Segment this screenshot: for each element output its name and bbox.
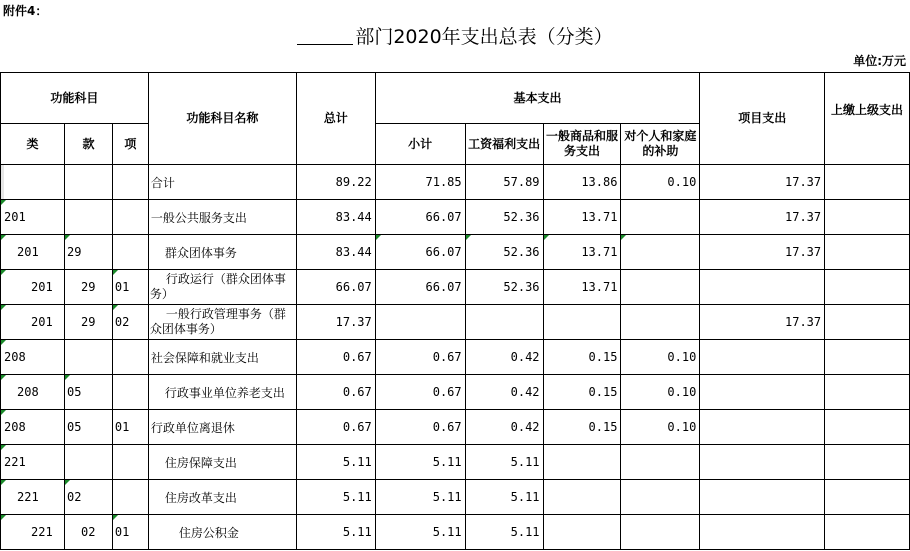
cell-name[interactable] [148,165,296,200]
cell-subtotal[interactable] [375,340,465,375]
cell-project[interactable] [700,375,825,410]
cell-total[interactable] [296,200,375,235]
cell-name-text: 住房改革支出 [164,490,237,505]
cell-total[interactable] [296,165,375,200]
cell-lei-text: 221 [17,490,39,504]
cell-wages[interactable] [465,305,543,340]
comment-marker-icon [65,480,70,485]
cell-goods-text: 13.71 [581,245,618,259]
cell-goods[interactable] [543,480,621,515]
cell-subtotal[interactable] [375,305,465,340]
cell-wages[interactable] [465,340,543,375]
cell-goods[interactable] [543,445,621,480]
cell-goods-text: 0.15 [588,420,618,434]
cell-project[interactable] [700,445,825,480]
table-row [1,235,910,270]
header-individual: 对个人和家庭的补助 [621,124,700,165]
cell-lei-text: 208 [17,385,39,399]
cell-wages[interactable] [465,445,543,480]
cell-subtotal-text: 5.11 [432,525,462,539]
cell-lei-text: 221 [31,525,53,539]
table-row [1,410,910,445]
cell-kuan[interactable] [64,200,112,235]
cell-lei-text: 208 [4,420,26,434]
cell-subtotal[interactable] [375,515,465,550]
cell-upper[interactable] [825,165,910,200]
cell-lei-text: 201 [31,315,53,329]
cell-individual[interactable] [621,305,700,340]
cell-wages[interactable] [465,165,543,200]
cell-subtotal[interactable] [375,375,465,410]
cell-subtotal-text: 0.67 [432,420,462,434]
cell-xiang[interactable] [112,305,148,340]
cell-goods-text: 0.15 [588,350,618,364]
comment-marker-icon [1,410,6,415]
cell-name[interactable] [148,340,296,375]
header-subtotal: 小计 [375,124,465,165]
comment-marker-icon [113,515,118,520]
cell-subtotal[interactable] [375,270,465,305]
cell-individual[interactable] [621,270,700,305]
cell-subtotal-text: 66.07 [425,280,462,294]
cell-total[interactable] [296,305,375,340]
cell-individual[interactable] [621,200,700,235]
cell-wages-text: 57.89 [503,175,540,189]
cell-name-text: 住房保障支出 [164,455,237,470]
cell-subtotal-text: 5.11 [432,490,462,504]
cell-individual[interactable] [621,165,700,200]
cell-total-text: 5.11 [342,455,372,469]
cell-total-text: 0.67 [342,420,372,434]
comment-marker-icon [1,340,6,345]
cell-goods[interactable] [543,305,621,340]
cell-subtotal[interactable] [375,200,465,235]
comment-marker-icon [113,305,118,310]
cell-kuan-text: 29 [80,315,96,329]
cell-lei-text: 201 [17,245,39,259]
cell-upper[interactable] [825,410,910,445]
header-project: 项目支出 [700,73,825,165]
cell-total-text: 0.67 [342,385,372,399]
cell-upper[interactable] [825,200,910,235]
cell-individual-text: 0.10 [667,385,697,399]
cell-project[interactable] [700,235,825,270]
cell-goods[interactable] [543,235,621,270]
table-row [1,340,910,375]
table-row [1,480,910,515]
comment-marker-icon [1,515,6,520]
expenditure-table [0,72,910,550]
cell-subtotal-text: 5.11 [432,455,462,469]
comment-marker-icon [1,270,6,275]
comment-marker-icon [544,235,549,240]
cell-xiang[interactable] [112,340,148,375]
cell-subtotal-text: 0.67 [432,385,462,399]
cell-lei[interactable] [1,410,65,445]
cell-xiang-text: 02 [114,315,130,329]
cell-kuan[interactable] [64,305,112,340]
cell-lei[interactable] [1,200,65,235]
cell-project-text: 17.37 [785,175,822,189]
cell-kuan[interactable] [64,480,112,515]
cell-xiang[interactable] [112,515,148,550]
cell-project-text: 17.37 [785,315,822,329]
cell-wages-text: 0.42 [510,420,540,434]
cell-subtotal-text: 71.85 [425,175,462,189]
cell-individual-text: 0.10 [667,420,697,434]
cell-name-text: 群众团体事务 [164,245,237,260]
comment-marker-icon [1,200,6,205]
table-row [1,200,910,235]
cell-kuan[interactable] [64,375,112,410]
cell-name[interactable] [148,480,296,515]
cell-subtotal-text: 0.67 [432,350,462,364]
cell-kuan-text: 02 [66,490,82,504]
cell-name[interactable] [148,515,296,550]
cell-name[interactable] [148,410,296,445]
comment-marker-icon [1,305,6,310]
cell-goods[interactable] [543,340,621,375]
cell-individual-text: 0.10 [667,175,697,189]
table-row [1,165,910,200]
unit-label: 单位:万元 [853,54,906,68]
cell-name[interactable] [148,270,296,305]
cell-project[interactable] [700,305,825,340]
cell-xiang[interactable] [112,235,148,270]
cell-total-text: 0.67 [342,350,372,364]
cell-goods-text: 13.86 [581,175,618,189]
cell-project[interactable] [700,200,825,235]
cell-lei[interactable] [1,235,65,270]
cell-total[interactable] [296,235,375,270]
cell-goods-text: 13.71 [581,210,618,224]
cell-goods-text: 0.15 [588,385,618,399]
cell-wages-text: 5.11 [510,525,540,539]
cell-xiang[interactable] [112,410,148,445]
cell-lei[interactable] [1,165,65,200]
cell-individual-text: 0.10 [667,350,697,364]
cell-lei-text: 208 [4,350,26,364]
cell-kuan[interactable] [64,235,112,270]
cell-individual[interactable] [621,480,700,515]
comment-marker-icon [1,480,6,485]
cell-wages-text: 5.11 [510,490,540,504]
cell-upper[interactable] [825,480,910,515]
cell-wages-text: 0.42 [510,350,540,364]
cell-goods[interactable] [543,165,621,200]
cell-xiang[interactable] [112,480,148,515]
header-goods: 一般商品和服务支出 [543,124,621,165]
cell-lei[interactable] [1,445,65,480]
cell-name-text: 合计 [150,175,175,190]
cell-upper[interactable] [825,235,910,270]
cell-subtotal[interactable] [375,410,465,445]
cell-individual[interactable] [621,340,700,375]
cell-name[interactable] [148,375,296,410]
header-total: 总计 [296,73,375,165]
cell-lei[interactable] [1,305,65,340]
cell-total[interactable] [296,340,375,375]
cell-name[interactable] [148,305,296,340]
selection-marker [1,165,4,199]
cell-subtotal[interactable] [375,445,465,480]
title-blank-underline [297,26,353,45]
cell-lei-text: 201 [4,210,26,224]
cell-wages[interactable] [465,480,543,515]
cell-wages-text: 52.36 [503,210,540,224]
cell-wages-text: 52.36 [503,245,540,259]
cell-goods[interactable] [543,410,621,445]
cell-xiang-text: 01 [114,525,130,539]
cell-subtotal[interactable] [375,165,465,200]
cell-total-text: 89.22 [335,175,372,189]
cell-kuan-text: 05 [66,420,82,434]
cell-upper[interactable] [825,445,910,480]
cell-goods[interactable] [543,515,621,550]
cell-xiang-text: 01 [114,420,130,434]
table-row [1,515,910,550]
comment-marker-icon [65,235,70,240]
cell-upper[interactable] [825,515,910,550]
cell-kuan[interactable] [64,165,112,200]
cell-subtotal-text: 66.07 [425,210,462,224]
cell-individual[interactable] [621,445,700,480]
cell-lei[interactable] [1,340,65,375]
cell-total[interactable] [296,375,375,410]
cell-total[interactable] [296,410,375,445]
comment-marker-icon [1,235,6,240]
cell-kuan[interactable] [64,340,112,375]
cell-total-text: 66.07 [335,280,372,294]
comment-marker-icon [1,375,6,380]
cell-total[interactable] [296,480,375,515]
cell-wages[interactable] [465,200,543,235]
cell-name-text: 行政单位离退休 [150,420,235,435]
table-row [1,270,910,305]
cell-project[interactable] [700,410,825,445]
cell-wages[interactable] [465,235,543,270]
cell-subtotal[interactable] [375,235,465,270]
comment-marker-icon [621,235,626,240]
cell-individual[interactable] [621,515,700,550]
cell-kuan-text: 02 [80,525,96,539]
table-row [1,445,910,480]
cell-lei[interactable] [1,515,65,550]
cell-individual[interactable] [621,235,700,270]
cell-total-text: 17.37 [335,315,372,329]
cell-individual[interactable] [621,375,700,410]
cell-name-text: 一般行政管理事务（群众团体事务） [149,307,286,336]
cell-goods[interactable] [543,200,621,235]
cell-xiang[interactable] [112,270,148,305]
cell-wages[interactable] [465,410,543,445]
cell-goods[interactable] [543,375,621,410]
cell-subtotal[interactable] [375,480,465,515]
cell-project-text: 17.37 [785,245,822,259]
cell-name-text: 住房公积金 [178,525,239,540]
cell-project[interactable] [700,340,825,375]
cell-name[interactable] [148,200,296,235]
cell-lei-text: 201 [31,280,53,294]
cell-total-text: 5.11 [342,490,372,504]
cell-upper[interactable] [825,270,910,305]
cell-name[interactable] [148,445,296,480]
cell-lei[interactable] [1,375,65,410]
cell-name-text: 行政运行（群众团体事务） [149,272,286,301]
cell-project-text: 17.37 [785,210,822,224]
cell-kuan-text: 29 [66,245,82,259]
cell-xiang[interactable] [112,375,148,410]
cell-goods-text: 13.71 [581,280,618,294]
header-kuan: 款 [64,124,112,165]
cell-project[interactable] [700,515,825,550]
cell-lei[interactable] [1,270,65,305]
cell-upper[interactable] [825,305,910,340]
cell-kuan-text: 29 [80,280,96,294]
cell-total[interactable] [296,270,375,305]
cell-wages[interactable] [465,515,543,550]
header-upper: 上缴上级支出 [825,73,910,165]
cell-goods[interactable] [543,270,621,305]
cell-lei-text: 221 [4,455,26,469]
cell-xiang[interactable] [112,165,148,200]
comment-marker-icon [466,235,471,240]
cell-individual[interactable] [621,410,700,445]
header-lei: 类 [1,124,65,165]
page-title [0,22,910,49]
cell-lei[interactable] [1,480,65,515]
cell-wages-text: 5.11 [510,455,540,469]
cell-wages-text: 52.36 [503,280,540,294]
cell-name-text: 一般公共服务支出 [150,210,247,225]
cell-total[interactable] [296,445,375,480]
cell-kuan[interactable] [64,515,112,550]
header-basic: 基本支出 [375,73,700,124]
comment-marker-icon [65,375,70,380]
table-row [1,375,910,410]
cell-name-text: 行政事业单位养老支出 [164,385,285,400]
cell-kuan[interactable] [64,410,112,445]
comment-marker-icon [376,235,381,240]
comment-marker-icon [1,445,6,450]
title-text: 部门2020年支出总表（分类） [355,26,613,48]
cell-project[interactable] [700,165,825,200]
cell-kuan[interactable] [64,270,112,305]
header-xiang: 项 [112,124,148,165]
cell-wages[interactable] [465,375,543,410]
attachment-label: 附件4： [3,4,48,18]
comment-marker-icon [113,270,118,275]
cell-kuan[interactable] [64,445,112,480]
cell-kuan-text: 05 [66,385,82,399]
cell-name-text: 社会保障和就业支出 [150,350,259,365]
cell-project[interactable] [700,480,825,515]
cell-xiang-text: 01 [114,280,130,294]
cell-total-text: 83.44 [335,210,372,224]
cell-upper[interactable] [825,375,910,410]
cell-name[interactable] [148,235,296,270]
cell-total-text: 83.44 [335,245,372,259]
cell-project[interactable] [700,270,825,305]
cell-wages[interactable] [465,270,543,305]
table-row [1,305,910,340]
cell-total[interactable] [296,515,375,550]
cell-xiang[interactable] [112,445,148,480]
cell-wages-text: 0.42 [510,385,540,399]
cell-xiang[interactable] [112,200,148,235]
header-wages: 工资福利支出 [465,124,543,165]
cell-subtotal-text: 66.07 [425,245,462,259]
cell-upper[interactable] [825,340,910,375]
cell-total-text: 5.11 [342,525,372,539]
header-func-name: 功能科目名称 [148,73,296,165]
header-func-subject: 功能科目 [1,73,149,124]
